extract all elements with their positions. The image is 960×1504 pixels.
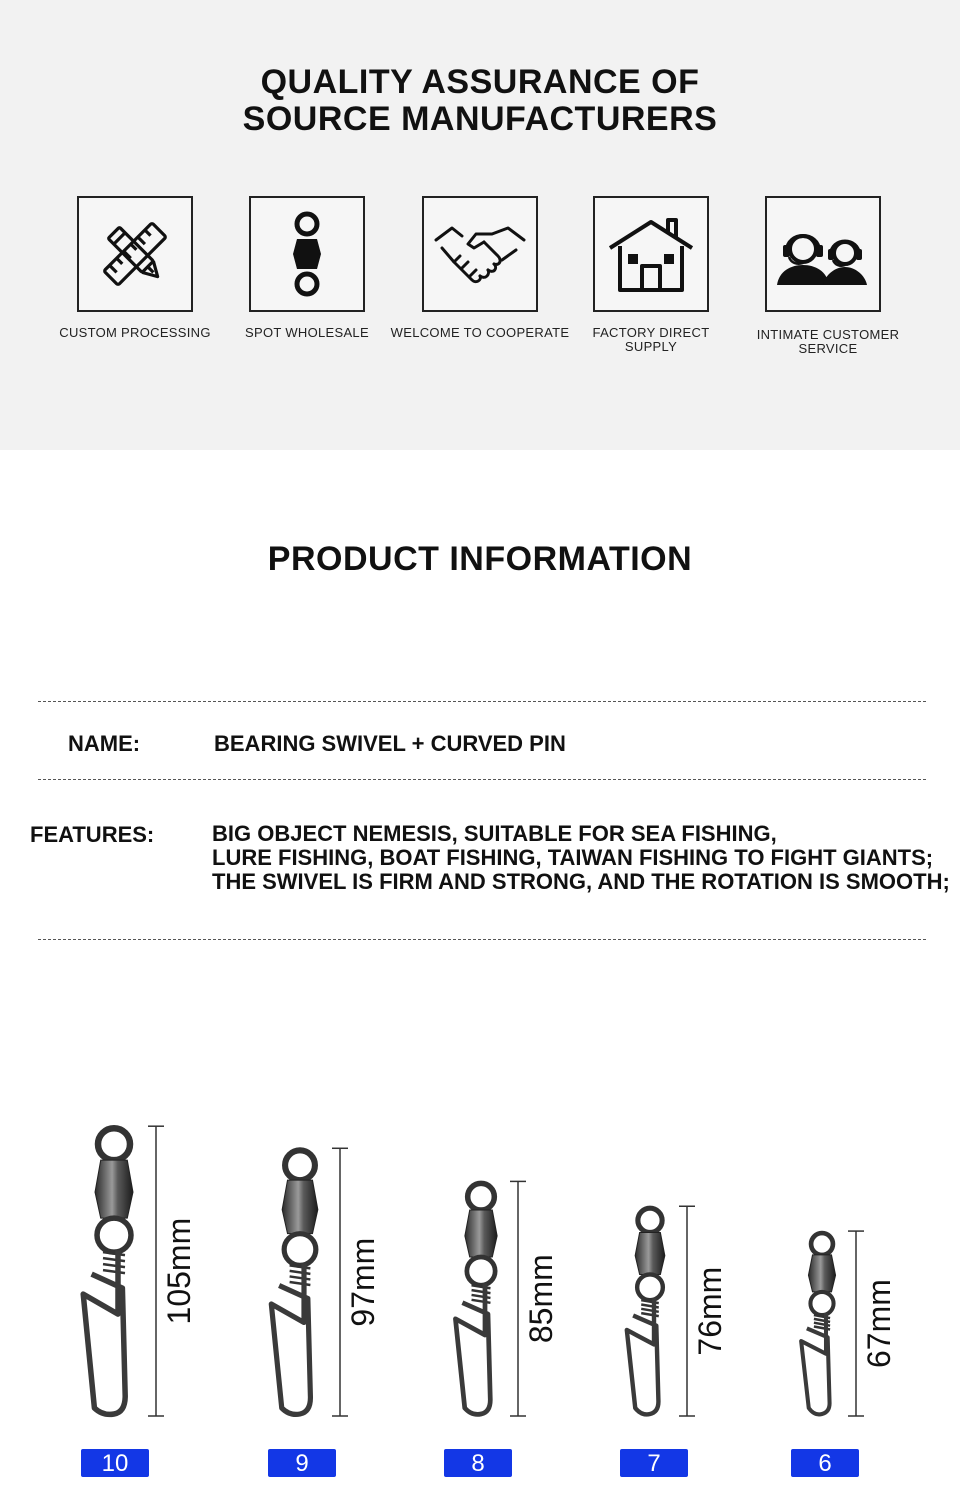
product-size-diagram <box>0 1100 960 1440</box>
feature-welcome-to-cooperate <box>380 196 580 340</box>
size-ruler <box>510 1181 559 1416</box>
snap-coil <box>103 1258 125 1261</box>
swivel-ring <box>811 1233 833 1255</box>
swivel-item <box>801 1233 835 1414</box>
length-label: 85mm <box>523 1254 559 1344</box>
snap-coil <box>290 1271 311 1274</box>
length-label: 97mm <box>345 1237 381 1327</box>
features-line: THE SWIVEL IS FIRM AND STRONG, AND THE ROTATION IS SMOOTH; <box>212 869 950 894</box>
product-information-title: PRODUCT INFORMATION <box>267 540 693 578</box>
swivel-barrel <box>808 1255 835 1292</box>
feature-box <box>422 196 538 312</box>
feature-label: INTIMATE CUSTOMER SERVICE <box>756 327 900 356</box>
quality-assurance-section <box>0 0 960 450</box>
features-line: LURE FISHING, BOAT FISHING, TAIWAN FISHING TO FIGHT GIANTS; <box>212 845 934 870</box>
size-ruler <box>332 1148 381 1416</box>
name-label: NAME: <box>68 731 141 756</box>
feature-box <box>765 196 881 312</box>
length-label: 67mm <box>861 1279 897 1368</box>
size-badge: 10 <box>81 1449 149 1477</box>
features-text <box>212 822 950 894</box>
swivel-item <box>83 1128 133 1414</box>
swivel-ring <box>468 1183 495 1210</box>
feature-spot-wholesale <box>207 196 407 340</box>
quality-assurance-title <box>0 64 960 138</box>
snap-pin <box>271 1263 310 1414</box>
swivel-barrel <box>635 1232 665 1274</box>
customer-service-icon <box>771 219 875 289</box>
dashed-divider <box>38 779 926 780</box>
swivel-ring <box>810 1292 833 1315</box>
feature-intimate-customer-service <box>723 196 923 356</box>
size-badge: 9 <box>268 1449 336 1477</box>
swivel-barrel <box>95 1160 133 1218</box>
feature-box <box>77 196 193 312</box>
features-line: BIG OBJECT NEMESIS, SUITABLE FOR SEA FISHING, <box>212 821 777 846</box>
swivel-barrel <box>282 1180 318 1234</box>
title-line-2: SOURCE MANUFACTURERS <box>242 100 718 138</box>
feature-custom-processing <box>35 196 235 340</box>
feature-label: FACTORY DIRECT SUPPLY <box>592 325 710 354</box>
snap-coil <box>290 1276 311 1279</box>
swivel-ring <box>285 1150 315 1180</box>
size-ruler <box>679 1206 728 1416</box>
handshake-icon <box>432 214 528 294</box>
feature-label: CUSTOM PROCESSING <box>59 325 211 340</box>
size-badge: 7 <box>620 1449 688 1477</box>
snap-pin <box>455 1283 490 1414</box>
feature-box <box>249 196 365 312</box>
size-badge: 8 <box>444 1449 512 1477</box>
dashed-divider <box>38 701 926 702</box>
snap-coil <box>103 1264 125 1267</box>
snap-coil <box>290 1282 311 1285</box>
swivel-item <box>627 1208 665 1414</box>
feature-label: WELCOME TO COOPERATE <box>390 325 570 340</box>
snap-pin <box>801 1313 829 1414</box>
size-badge: 6 <box>791 1449 859 1477</box>
swivel-barrel <box>465 1210 497 1257</box>
snap-coil <box>472 1295 491 1298</box>
length-label: 105mm <box>161 1217 197 1325</box>
feature-label: SPOT WHOLESALE <box>245 325 369 340</box>
snap-coil <box>103 1270 125 1273</box>
snap-coil <box>472 1300 491 1303</box>
swivel-ring <box>97 1218 131 1252</box>
swivel-ring <box>284 1234 316 1266</box>
swivel-ring <box>467 1257 495 1285</box>
name-value: BEARING SWIVEL + CURVED PIN <box>214 731 566 756</box>
swivel-item <box>271 1150 318 1414</box>
length-label: 76mm <box>692 1266 728 1356</box>
snap-pin <box>627 1298 659 1414</box>
swivel-ring <box>637 1274 663 1300</box>
swivel-ring <box>638 1208 662 1232</box>
dashed-divider <box>38 939 926 940</box>
swivel-ring <box>98 1128 130 1160</box>
features-label: FEATURES: <box>30 822 155 847</box>
size-ruler <box>848 1231 897 1416</box>
snap-pin <box>83 1250 125 1414</box>
swivel-icon <box>267 209 347 299</box>
house-icon <box>606 214 696 294</box>
size-ruler <box>148 1126 197 1416</box>
pencil-ruler-icon <box>95 214 175 294</box>
swivel-item <box>455 1183 497 1414</box>
title-line-1: QUALITY ASSURANCE OF <box>260 63 700 101</box>
feature-box <box>593 196 709 312</box>
feature-factory-direct-supply <box>551 196 751 354</box>
snap-coil <box>472 1290 491 1293</box>
